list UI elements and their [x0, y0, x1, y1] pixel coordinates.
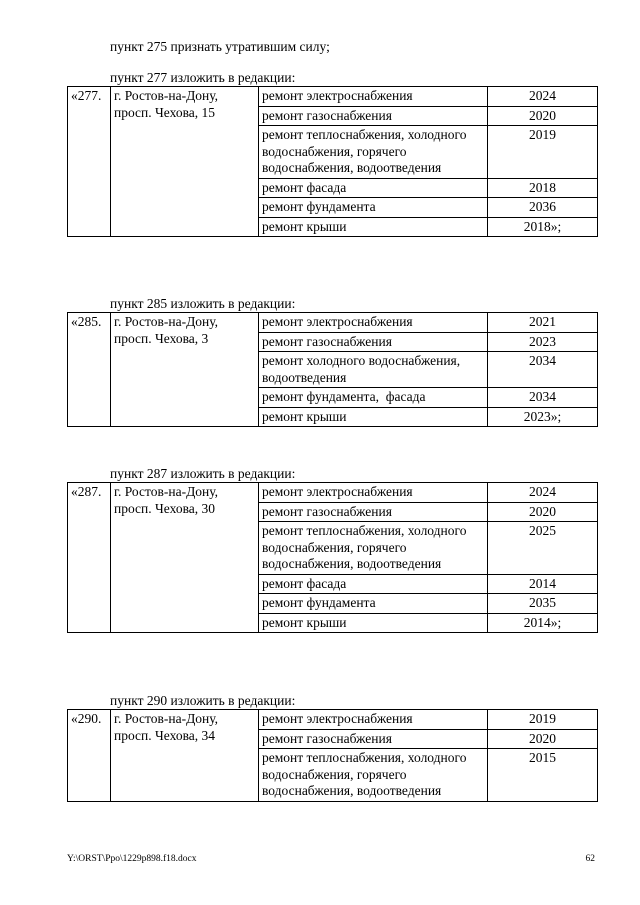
- item-number: «287.: [68, 483, 111, 633]
- work-year: 2020: [488, 502, 598, 522]
- address-street: просп. Чехова, 30: [114, 500, 216, 516]
- address-street: просп. Чехова, 34: [114, 727, 216, 743]
- work-year: 2035: [488, 594, 598, 614]
- work-year: 2020: [488, 729, 598, 749]
- work-type: ремонт газоснабжения: [259, 502, 488, 522]
- address-cell: [111, 313, 259, 427]
- work-type: ремонт фундамента: [259, 594, 488, 614]
- address-cell: [111, 483, 259, 633]
- work-type: ремонт фундамента, фасада: [259, 388, 488, 408]
- work-year: 2020: [488, 106, 598, 126]
- work-year: 2023: [488, 332, 598, 352]
- work-type: ремонт теплоснабжения, холодного водоснабжения, горячего водоснабжения, водоотведения: [259, 522, 488, 575]
- work-type: ремонт фасада: [259, 178, 488, 198]
- amendment-table: [67, 86, 598, 237]
- work-type: ремонт теплоснабжения, холодного водоснабжения, горячего водоснабжения, водоотведения: [259, 749, 488, 802]
- address-cell: [111, 87, 259, 237]
- work-type: ремонт газоснабжения: [259, 106, 488, 126]
- table-row: [68, 313, 598, 333]
- work-type: ремонт электроснабжения: [259, 87, 488, 107]
- intro-paragraph: пункт 275 признать утратившим силу;: [110, 39, 330, 54]
- work-year: 2018: [488, 178, 598, 198]
- address-city: г. Ростов-на-Дону,: [114, 88, 219, 103]
- table-row: [68, 483, 598, 503]
- section-heading: пункт 287 изложить в редакции:: [110, 466, 296, 481]
- page-number: 62: [585, 854, 595, 864]
- amendment-table: [67, 312, 598, 427]
- address-city: г. Ростов-на-Дону,: [114, 314, 219, 329]
- work-type: ремонт крыши: [259, 407, 488, 427]
- amendment-table: [67, 709, 598, 802]
- table-row: [68, 710, 598, 730]
- section-heading: пункт 290 изложить в редакции:: [110, 693, 296, 708]
- address-city: г. Ростов-на-Дону,: [114, 484, 219, 499]
- address-street: просп. Чехова, 3: [114, 330, 209, 346]
- work-year: 2024: [488, 87, 598, 107]
- address-cell: [111, 710, 259, 802]
- work-type: ремонт теплоснабжения, холодного водоснабжения, горячего водоснабжения, водоотведения: [259, 126, 488, 179]
- work-type: ремонт крыши: [259, 217, 488, 237]
- work-year: 2034: [488, 352, 598, 388]
- work-type: ремонт электроснабжения: [259, 710, 488, 730]
- work-year: 2014»;: [488, 613, 598, 633]
- work-type: ремонт фасада: [259, 574, 488, 594]
- work-type: ремонт газоснабжения: [259, 332, 488, 352]
- amendment-table: [67, 482, 598, 633]
- address-street: просп. Чехова, 15: [114, 104, 216, 120]
- section-heading: пункт 285 изложить в редакции:: [110, 296, 296, 311]
- file-path-footer: Y:\ORST\Ppo\1229p898.f18.docx: [67, 854, 197, 864]
- work-year: 2018»;: [488, 217, 598, 237]
- work-year: 2036: [488, 198, 598, 218]
- item-number: «285.: [68, 313, 111, 427]
- work-year: 2024: [488, 483, 598, 503]
- item-number: «277.: [68, 87, 111, 237]
- work-type: ремонт электроснабжения: [259, 483, 488, 503]
- address-city: г. Ростов-на-Дону,: [114, 711, 219, 726]
- work-year: 2015: [488, 749, 598, 802]
- work-type: ремонт газоснабжения: [259, 729, 488, 749]
- work-type: ремонт электроснабжения: [259, 313, 488, 333]
- work-year: 2025: [488, 522, 598, 575]
- work-type: ремонт фундамента: [259, 198, 488, 218]
- section-heading: пункт 277 изложить в редакции:: [110, 70, 296, 85]
- work-type: ремонт крыши: [259, 613, 488, 633]
- work-year: 2034: [488, 388, 598, 408]
- work-year: 2023»;: [488, 407, 598, 427]
- work-year: 2019: [488, 710, 598, 730]
- work-year: 2019: [488, 126, 598, 179]
- work-type: ремонт холодного водоснабжения, водоотведения: [259, 352, 488, 388]
- item-number: «290.: [68, 710, 111, 802]
- work-year: 2014: [488, 574, 598, 594]
- work-year: 2021: [488, 313, 598, 333]
- table-row: [68, 87, 598, 107]
